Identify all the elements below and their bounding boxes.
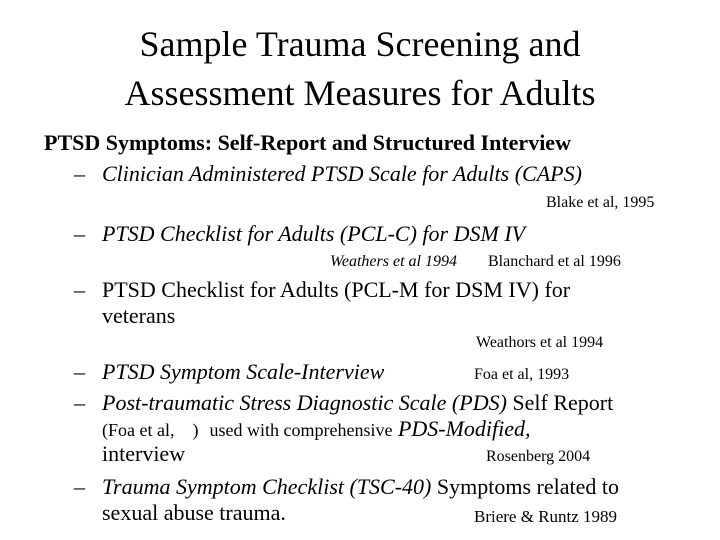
item-text: used with comprehensive — [209, 420, 393, 440]
item-label: Post-traumatic Stress Diagnostic Scale (PDS) — [102, 390, 507, 415]
item-label: PTSD Symptom Scale-Interview — [102, 359, 385, 384]
citation-weathers: Weathers et al 1994 — [330, 253, 457, 270]
inline-citation: (Foa et al, — [102, 420, 175, 440]
list-item-pcl-c — [74, 221, 525, 247]
citation-blanchard: Blanchard et al 1996 — [488, 253, 621, 270]
item-label-rest: Self Report — [512, 390, 614, 415]
item-line-2: sexual abuse trauma. — [102, 500, 286, 525]
bullet-dash: – — [74, 161, 85, 186]
item-label: PTSD Checklist for Adults (PCL-M for DSM IV) for — [102, 277, 571, 302]
list-item-tsc-40 — [74, 474, 619, 500]
citation: Briere & Runtz 1989 — [474, 507, 618, 526]
citation: Foa et al, 1993 — [474, 366, 570, 383]
item-label: Clinician Administered PTSD Scale for Adults (CAPS) — [102, 161, 582, 186]
item-label-rest: Symptoms related to — [436, 474, 619, 499]
item-label-continued: veterans — [102, 303, 176, 328]
item-text-italic: PDS-Modified, — [397, 416, 531, 441]
bullet-dash: – — [74, 277, 85, 302]
list-item-caps — [74, 161, 582, 187]
citation: Weathors et al 1994 — [476, 334, 604, 351]
list-item-pcl-m — [74, 277, 570, 303]
bullet-dash: – — [74, 359, 85, 384]
list-item-pds — [74, 390, 613, 416]
page-title-line-1: Sample Trauma Screening and — [139, 24, 581, 64]
citation: Blake et al, 1995 — [546, 194, 655, 211]
bullet-dash: – — [74, 390, 85, 415]
citation: Rosenberg 2004 — [486, 448, 591, 465]
section-heading: PTSD Symptoms: Self-Report and Structured Interview — [44, 130, 571, 155]
item-label: PTSD Checklist for Adults (PCL-C) for DSM IV — [102, 221, 526, 246]
item-line-2 — [102, 416, 531, 443]
item-label: Trauma Symptom Checklist (TSC-40) — [102, 474, 432, 499]
list-item-pss-i — [74, 359, 384, 385]
inline-citation-close: ) — [192, 420, 199, 440]
item-line-3: interview — [102, 441, 186, 466]
bullet-dash: – — [74, 474, 85, 499]
bullet-dash: – — [74, 221, 85, 246]
page-title-line-2: Assessment Measures for Adults — [124, 73, 596, 113]
